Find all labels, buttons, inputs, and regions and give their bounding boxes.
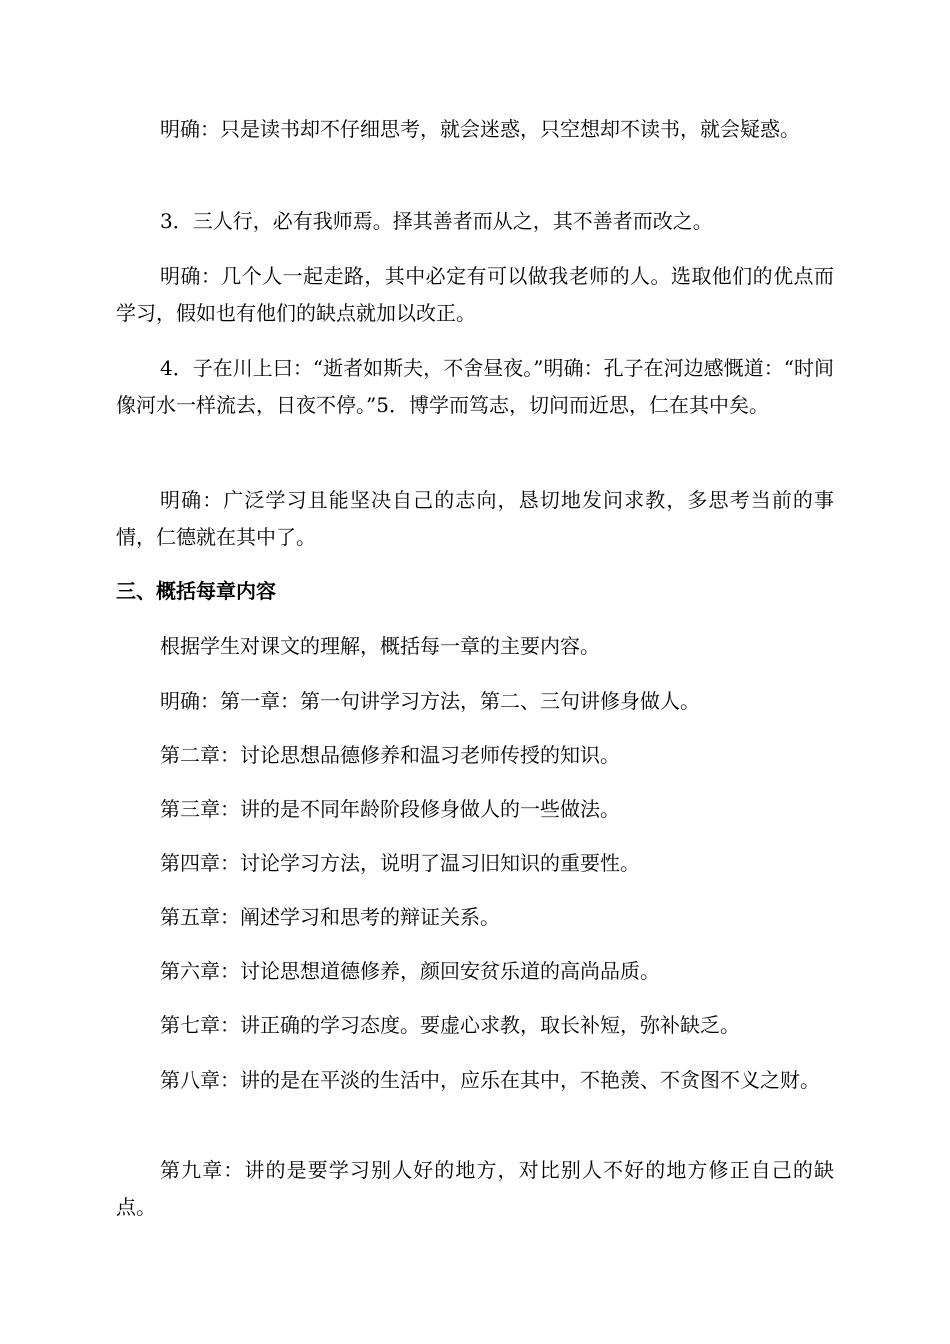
paragraph-item-4-5: 4．子在川上曰：“逝者如斯夫，不舍昼夜。”明确：孔子在河边感慨道：“时间像河水一样流去，日夜不停。”5．博学而笃志，切问而近思，仁在其中矣。	[116, 356, 834, 417]
paragraph-chapter-9: 第九章：讲的是要学习别人好的地方，对比别人不好的地方修正自己的缺点。	[116, 1158, 834, 1219]
paragraph-item-3: 3．三人行，必有我师焉。择其善者而从之，其不善者而改之。	[160, 209, 713, 233]
paragraph-explanation-teacher: 明确：几个人一起走路，其中必定有可以做我老师的人。选取他们的优点而学习，假如也有他们的缺点就加以改正。	[116, 264, 834, 325]
paragraph-chapter-2: 第二章：讨论思想品德修养和温习老师传授的知识。	[160, 743, 620, 767]
section-heading: 三、概括每章内容	[116, 579, 276, 603]
paragraph-explanation-thinking: 明确：只是读书却不仔细思考，就会迷惑，只空想却不读书，就会疑惑。	[160, 117, 800, 141]
paragraph-chapter-1: 明确：第一章：第一句讲学习方法，第二、三句讲修身做人。	[160, 689, 700, 713]
paragraph-chapter-3: 第三章：讲的是不同年龄阶段修身做人的一些做法。	[160, 797, 620, 821]
paragraph-chapter-7: 第七章：讲正确的学习态度。要虚心求教，取长补短，弥补缺乏。	[160, 1013, 740, 1037]
paragraph-explanation-benevolence: 明确：广泛学习且能坚决自己的志向，恳切地发问求教，多思考当前的事情，仁德就在其中了。	[116, 488, 834, 549]
paragraph-chapter-5: 第五章：阐述学习和思考的辩证关系。	[160, 905, 500, 929]
paragraph-chapter-8: 第八章：讲的是在平淡的生活中，应乐在其中，不艳羡、不贪图不义之财。	[160, 1068, 820, 1092]
paragraph-intro: 根据学生对课文的理解，概括每一章的主要内容。	[160, 634, 600, 658]
paragraph-chapter-4: 第四章：讨论学习方法，说明了温习旧知识的重要性。	[160, 851, 640, 875]
paragraph-chapter-6: 第六章：讨论思想道德修养，颜回安贫乐道的高尚品质。	[160, 959, 660, 983]
